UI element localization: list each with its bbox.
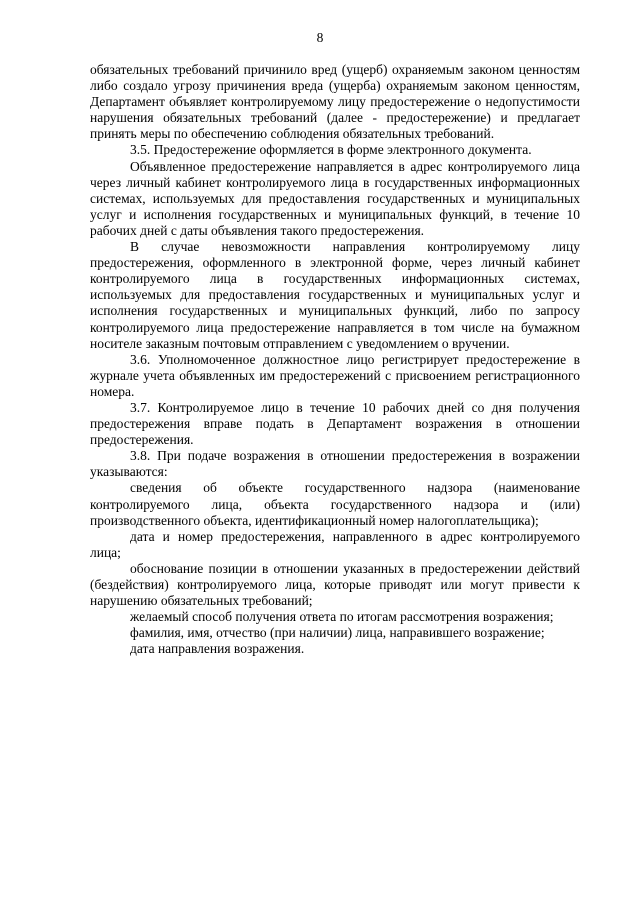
paragraph-3-5: 3.5. Предостережение оформляется в форме электронного документа.: [130, 142, 532, 158]
paragraph-3-8: 3.8. При подаче возражения в отношении предостережения в возражении указываются:: [90, 448, 580, 480]
page-number: 8: [316, 30, 324, 45]
paragraph-continuation: обязательных требований причинило вред (ущерб) охраняемым законом ценностям либо создало угрозу причинения вреда (ущерба) охраняемым законом ценностям, Департамент объявляет контролируемому лицу предостережение о недопустимости нарушения обязательных требований (далее - предостережение) и предлагает принять меры по обеспечению соблюдения обязательных требований.: [90, 62, 580, 142]
list-item-sender-name: фамилия, имя, отчество (при наличии) лица, направившего возражение;: [130, 625, 545, 641]
paragraph-3-7: 3.7. Контролируемое лицо в течение 10 рабочих дней со дня получения предостережения вправе подать в Департамент возражения в отношении предостережения.: [90, 399, 580, 448]
list-item-response-method: желаемый способ получения ответа по итогам рассмотрения возражения;: [130, 609, 554, 625]
paragraph-sending: Объявленное предостережение направляется в адрес контролируемого лица через личный кабинет контролируемого лица в государственных информационных системах, используемых для предоставления государственных и муниципальных услуг и исполнения государственных и муниципальных функций, в течение 10 рабочих дней с даты объявления такого предостережения.: [90, 158, 580, 238]
paragraph-paper-sending: В случае невозможности направления контролируемому лицу предостережения, оформленного в электронной форме, через личный кабинет контролируемого лица в государственных информационных системах, используемых для предоставления государственных и муниципальных услуг и исполнения государственных и муниципальных функций, либо по запросу контролируемого лица предостережение направляется в том числе на бумажном носителе заказным почтовым отправлением с уведомлением о вручении.: [90, 239, 580, 351]
list-item-object-info: сведения об объекте государственного надзора (наименование контролируемого лица, объекта государственного надзора и (или) производственного объекта, идентификационный номер налогоплательщика);: [90, 480, 580, 528]
list-item-justification: обоснование позиции в отношении указанных в предостережении действий (бездействия) контролируемого лица, которые приводят или могут привести к нарушению обязательных требований;: [90, 560, 580, 609]
list-item-send-date: дата направления возражения.: [130, 641, 305, 657]
list-item-date-number: дата и номер предостережения, направленного в адрес контролируемого лица;: [90, 528, 580, 560]
document-body: [90, 62, 580, 657]
paragraph-3-6: 3.6. Уполномоченное должностное лицо регистрирует предостережение в журнале учета объявленных им предостережений с присвоением регистрационного номера.: [90, 351, 580, 399]
